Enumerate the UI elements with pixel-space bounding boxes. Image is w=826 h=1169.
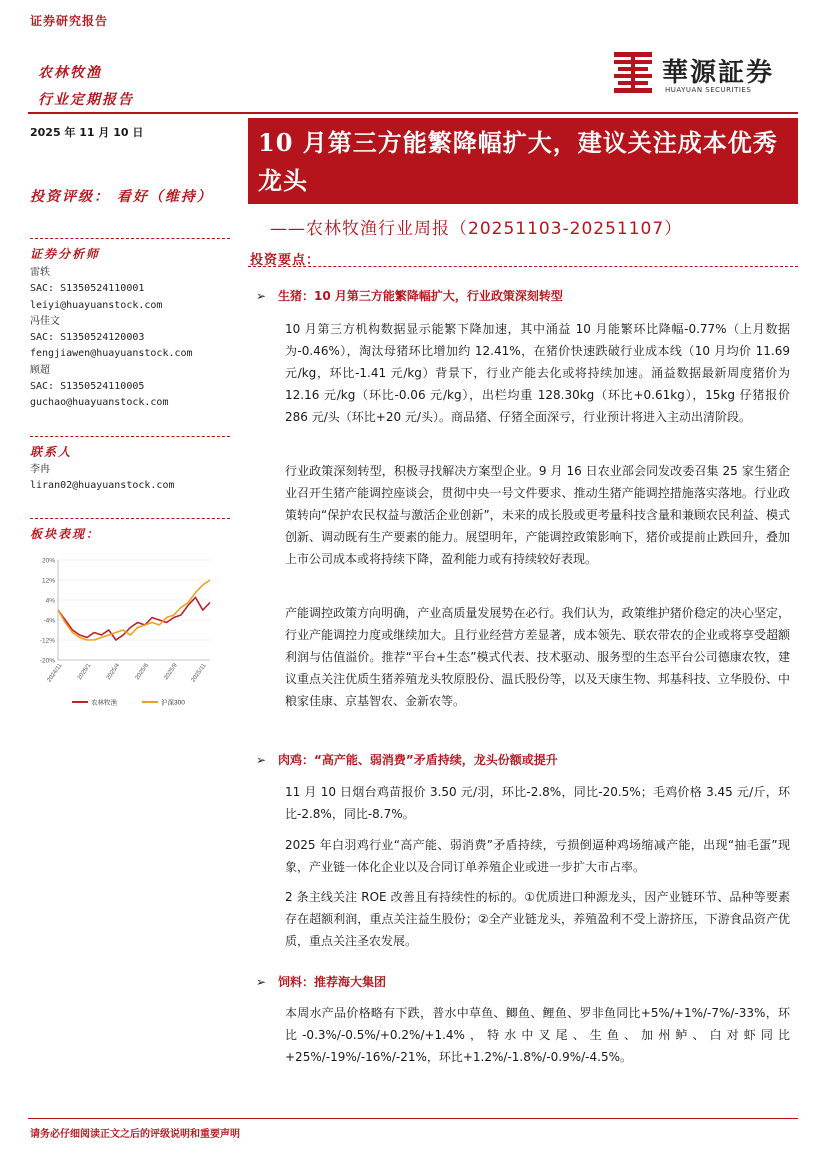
series-line bbox=[58, 580, 210, 640]
analysts-heading: 证券分析师 bbox=[30, 247, 101, 261]
key-points-heading: 投资要点： bbox=[250, 253, 321, 268]
y-tick-label: 4% bbox=[45, 597, 55, 605]
x-tick-label: 2025/1 bbox=[76, 662, 93, 682]
brand-logo bbox=[612, 50, 790, 100]
disclaimer-footer: 请务必仔细阅读正文之后的评级说明和重要声明 bbox=[30, 1129, 240, 1140]
analyst-name: 冯佳文 bbox=[30, 315, 60, 327]
section-heading-hog bbox=[256, 287, 563, 304]
report-title: 10 月第三方能繁降幅扩大，建议关注成本优秀龙头 bbox=[258, 128, 778, 195]
analyst-sac: SAC: S1350524110005 bbox=[30, 381, 145, 393]
contact-heading: 联系人 bbox=[30, 445, 73, 459]
paragraph: 2 条主线关注 ROE 改善且有持续性的标的。①优质进口种源龙头，因产业链环节、品种等要素存在超额利润，重点关注益生股份；②全产业链龙头，养殖盈利不受上游挤压，下游食品资产优质，重点关注圣农发展。 bbox=[285, 890, 790, 948]
sidebar-divider bbox=[30, 518, 230, 519]
section-title: 生猪：10 月第三方能繁降幅扩大，行业政策深刻转型 bbox=[278, 289, 563, 303]
sidebar-divider bbox=[30, 238, 230, 239]
investment-rating: 投资评级： 看好（维持） bbox=[30, 189, 213, 205]
industry-label: 农林牧渔 bbox=[38, 65, 102, 81]
section-title: 肉鸡：“高产能、弱消费”矛盾持续，龙头份额或提升 bbox=[278, 753, 558, 767]
x-tick-label: 2025/4 bbox=[105, 662, 122, 682]
sidebar-divider bbox=[30, 436, 230, 437]
arrow-bullet-icon: ➢ bbox=[256, 975, 267, 989]
brand-name-en: HUAYUAN SECURITIES bbox=[665, 86, 752, 94]
title-band bbox=[248, 118, 798, 204]
report-subtitle: ——农林牧渔行业周报（20251103-20251107） bbox=[270, 219, 683, 239]
section-title: 饲料：推荐海大集团 bbox=[278, 975, 387, 989]
x-tick-label: 2025/6 bbox=[134, 662, 151, 682]
legend-label: 沪深300 bbox=[161, 699, 185, 707]
y-tick-label: 12% bbox=[41, 577, 55, 585]
brand-name-cn: 華源証券 bbox=[662, 58, 775, 88]
paragraph: 10 月第三方机构数据显示能繁下降加速，其中涌益 10 月能繁环比降幅-0.77%（上月数据为-0.46%），淘汰母猪环比增加约 12.41%，在猪价快速跌破行业成本线（10 月均价 11.69 元/kg，环比-1.41 元/kg）背景下，行业产能去化或将持续加速。涌益数据最新周度猪价为 12.16 元/kg（环比-0.06 元/kg），出栏均重 128.30kg（环比+0.61kg），15kg 仔猪报价 286 元/头（环比+20 元/头）。商品猪、仔猪全面深亏，行业预计将进入主动出清阶段。 bbox=[285, 322, 790, 424]
analyst-list bbox=[30, 265, 193, 412]
legend-label: 农林牧渔 bbox=[91, 699, 117, 707]
arrow-bullet-icon: ➢ bbox=[256, 289, 267, 303]
sector-performance-chart bbox=[30, 552, 230, 712]
brand-logo-icon bbox=[612, 50, 654, 96]
x-tick-label: 2025/9 bbox=[163, 662, 179, 682]
paragraph: 行业政策深刻转型，积极寻找解决方案型企业。9 月 16 日农业部会同发改委召集 25 家生猪企业召开生猪产能调控座谈会，贯彻中央一号文件要求、推动生猪产能调控措施落实落地。行业政策转向“保护农民权益与激活企业创新”，未来的成长股或更考量科技含量和兼顾农民利益、模式创新、调动既有生产要素的能力。展望明年，产能调控政策影响下，猪价或提前止跌回升，叠加上市公司成本或将持续下降，盈利能力或有持续较好表现。 bbox=[285, 464, 790, 566]
document-label: 证券研究报告 bbox=[30, 14, 109, 28]
chart-heading: 板块表现： bbox=[30, 527, 101, 541]
analyst-email: guchao@huayuanstock.com bbox=[30, 397, 169, 409]
arrow-bullet-icon: ➢ bbox=[256, 753, 267, 767]
paragraph: 产能调控政策方向明确，产业高质量发展势在必行。我们认为，政策维护猪价稳定的决心坚定，行业产能调控力度或继续加大。且行业经营方差显著，成本领先、联农带农的企业或将享受超额利润与估值溢价。推荐“平台+生态”模式代表、技术驱动、服务型的生态平台公司德康农牧，建议重点关注优质生猪养殖龙头牧原股份、温氏股份等，以及天康生物、邦基科技、立华股份、中粮家佳康、京基智农、金新农等。 bbox=[285, 606, 790, 708]
x-tick-label: 2025/11 bbox=[190, 662, 208, 684]
report-date: 2025 年 11 月 10 日 bbox=[30, 126, 144, 139]
section-heading-feed bbox=[256, 973, 386, 990]
y-tick-label: -4% bbox=[43, 617, 55, 625]
y-tick-label: -20% bbox=[39, 657, 55, 665]
key-points-divider bbox=[248, 266, 798, 267]
section-heading-broiler bbox=[256, 751, 558, 768]
analyst-name: 顾超 bbox=[30, 364, 50, 376]
report-type-label: 行业定期报告 bbox=[38, 92, 134, 108]
contact-name: 李冉 bbox=[30, 464, 50, 475]
paragraph: 2025 年白羽鸡行业“高产能、弱消费”矛盾持续，亏损倒逼种鸡场缩减产能，出现“抽毛蛋”现象，产业链一体化企业以及合同订单养殖企业或进一步扩大市占率。 bbox=[285, 838, 790, 874]
paragraph: 本周水产品价格略有下跌，普水中草鱼、鲫鱼、鲤鱼、罗非鱼同比+5%/+1%/-7%/-33%，环比-0.3%/-0.5%/+0.2%/+1.4%，特水中叉尾、生鱼、加州鲈、白对虾同比+25%/-19%/-16%/-21%，环比+1.2%/-1.8%/-0.9%/-4.5%。 bbox=[285, 1006, 790, 1064]
y-tick-label: -12% bbox=[39, 637, 55, 645]
paragraph: 11 月 10 日烟台鸡苗报价 3.50 元/羽，环比-2.8%，同比-20.5%；毛鸡价格 3.45 元/斤，环比-2.8%，同比-8.7%。 bbox=[285, 785, 790, 821]
analyst-email: fengjiawen@huayuanstock.com bbox=[30, 348, 193, 360]
x-tick-label: 2024/11 bbox=[46, 662, 64, 684]
contact-info bbox=[30, 462, 175, 495]
header-divider bbox=[28, 112, 798, 114]
analyst-email: leiyi@huayuanstock.com bbox=[30, 299, 163, 311]
analyst-sac: SAC: S1350524120003 bbox=[30, 332, 145, 344]
footer-divider bbox=[28, 1118, 798, 1119]
analyst-name: 雷轶 bbox=[30, 267, 50, 278]
y-tick-label: 20% bbox=[41, 557, 55, 565]
analyst-sac: SAC: S1350524110001 bbox=[30, 283, 145, 295]
contact-email: liran02@huayuanstock.com bbox=[30, 480, 175, 492]
